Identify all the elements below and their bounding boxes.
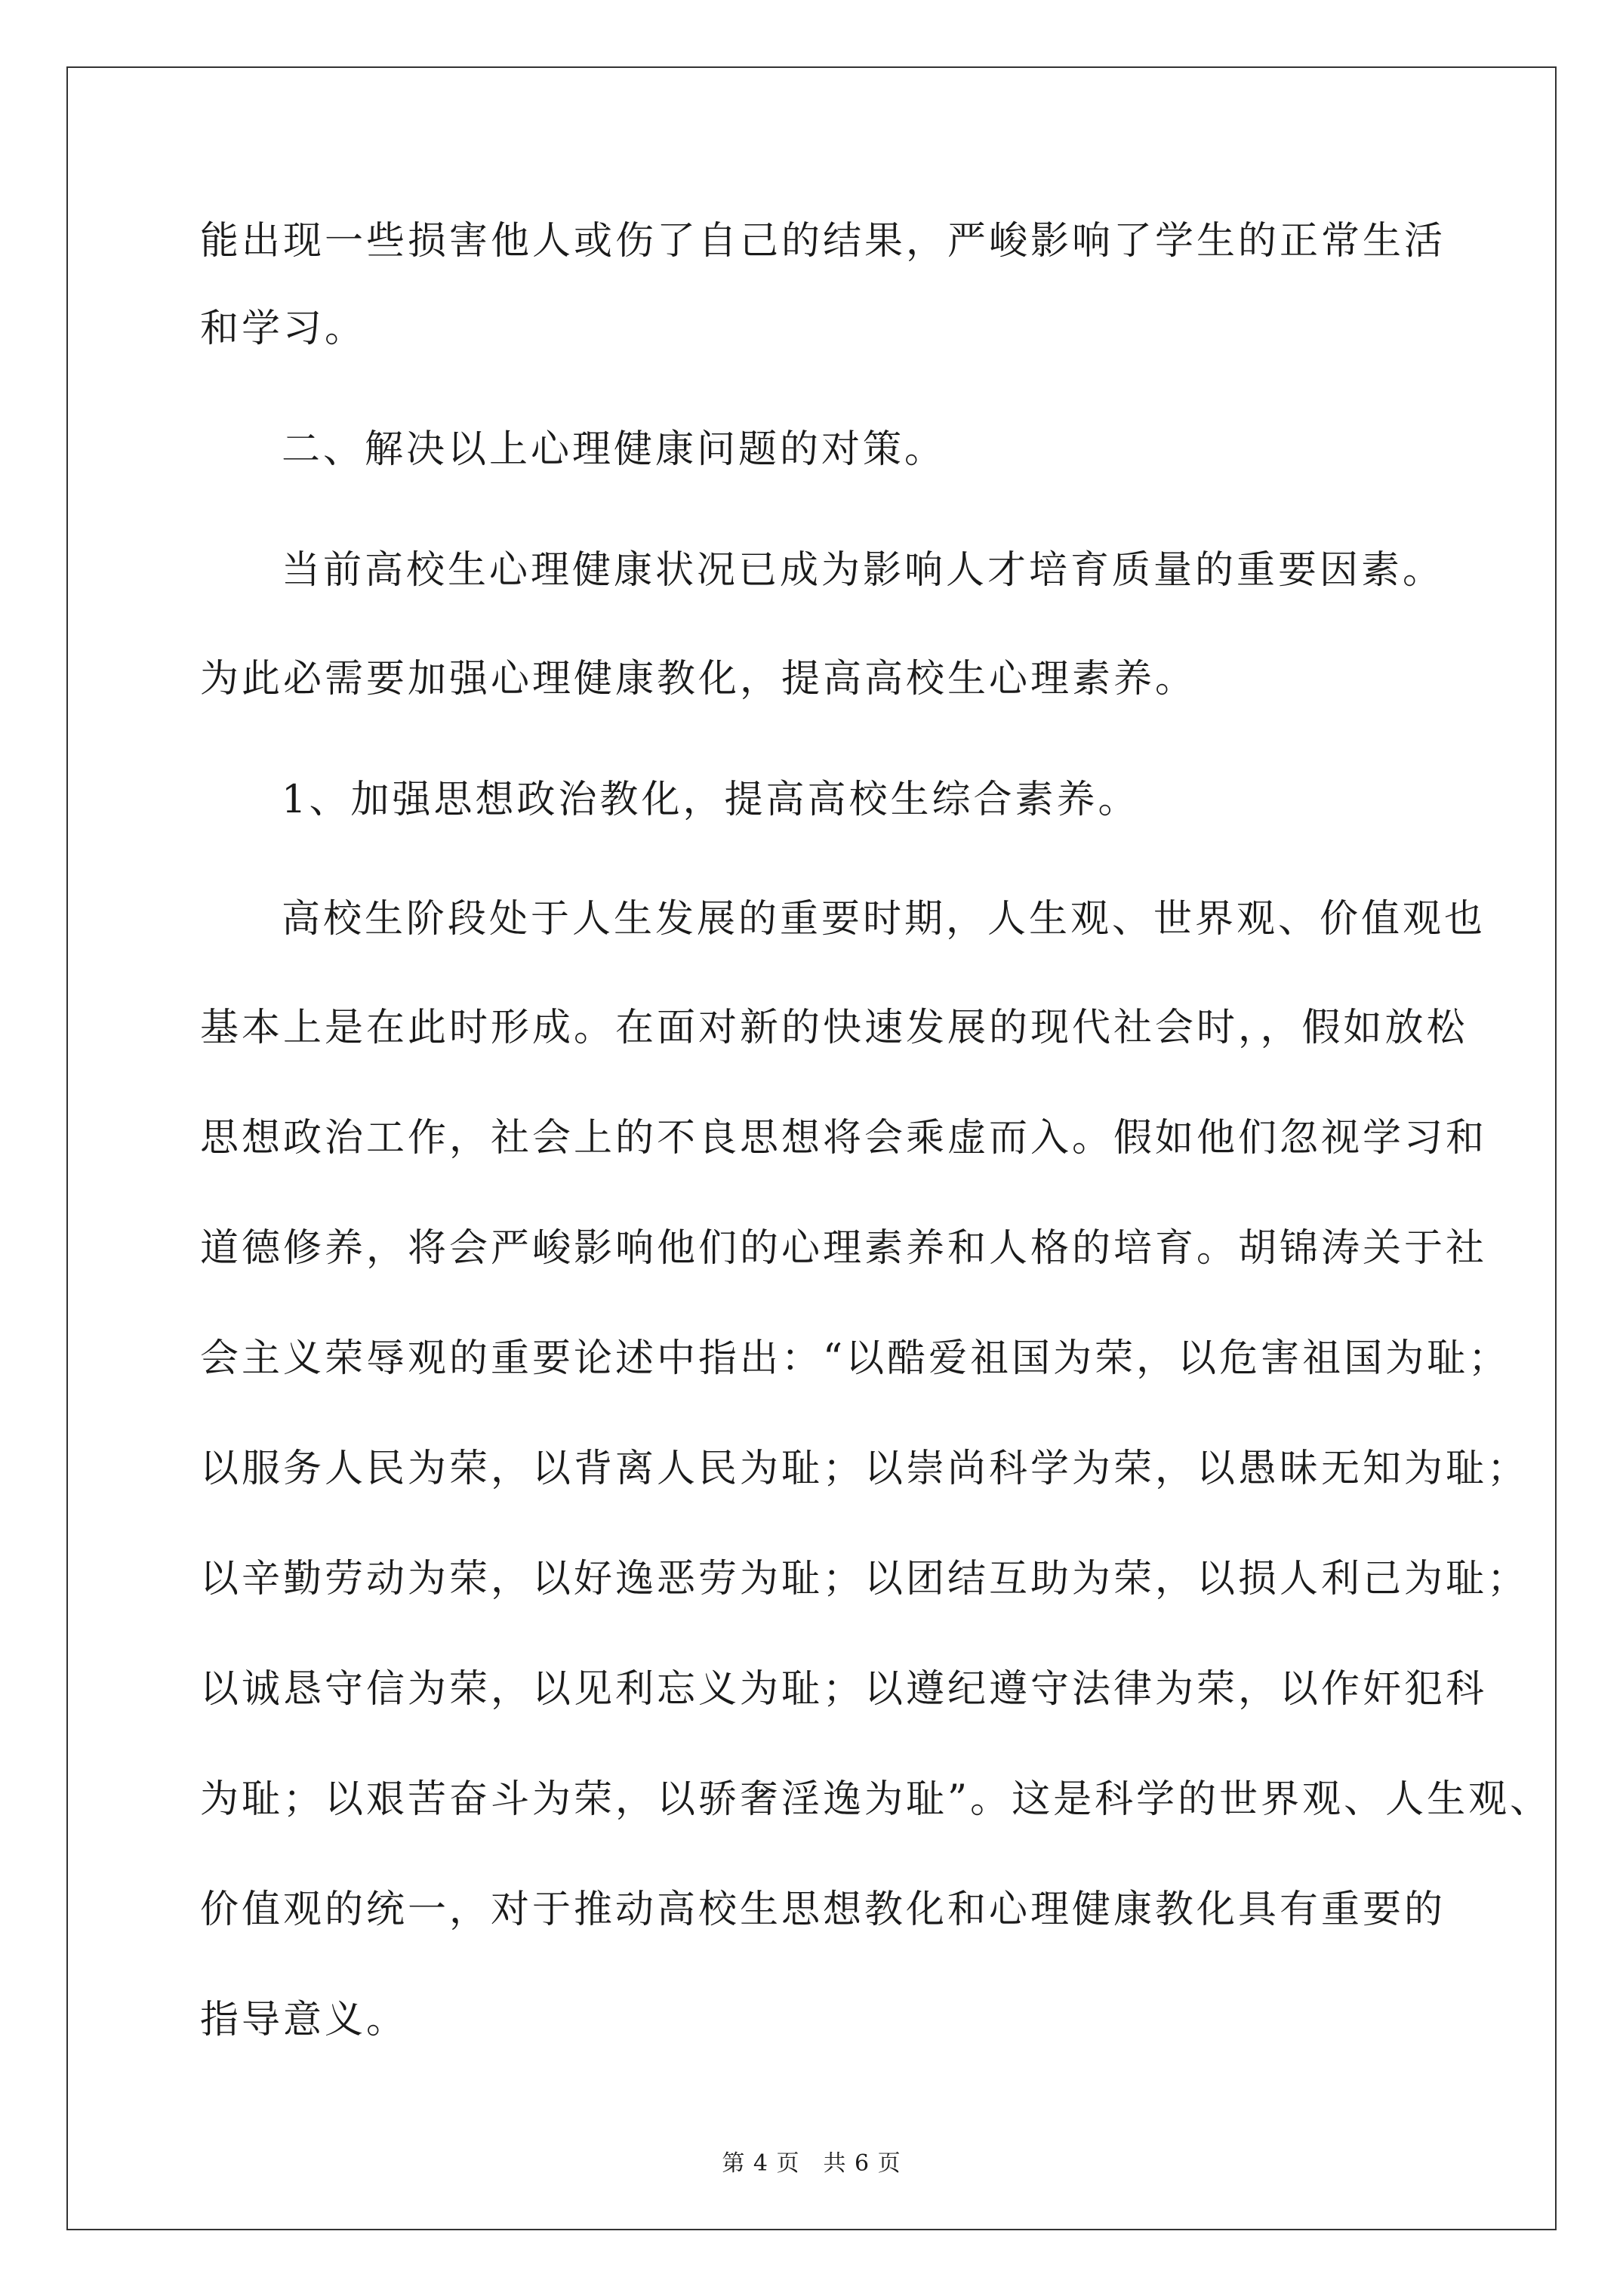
page-number: 第 4 页 共 6 页	[722, 2150, 901, 2177]
section-heading: 二、解决以上心理健康问题的对策。	[282, 427, 947, 472]
text-line: 高校生阶段处于人生发展的重要时期，人生观、世界观、价值观也	[282, 897, 1486, 942]
text-line: 能出现一些损害他人或伤了自己的结果，严峻影响了学生的正常生活	[200, 219, 1446, 264]
text-line: 以辛勤劳动为荣，以好逸恶劳为耻；以团结互助为荣，以损人利己为耻；	[200, 1557, 1529, 1601]
text-line: 以诚恳守信为荣，以见利忘义为耻；以遵纪遵守法律为荣，以作奸犯科	[200, 1667, 1488, 1712]
text-line: 为此必需要加强心理健康教化，提高高校生心理素养。	[200, 657, 1197, 701]
text-line: 以服务人民为荣，以背离人民为耻；以崇尚科学为荣，以愚昧无知为耻；	[200, 1447, 1529, 1491]
text-line: 价值观的统一，对于推动高校生思想教化和心理健康教化具有重要的	[200, 1888, 1446, 1932]
text-line: 和学习。	[200, 307, 367, 351]
text-line: 当前高校生心理健康状况已成为影响人才培育质量的重要因素。	[282, 548, 1445, 593]
text-line: 指导意义。	[200, 1998, 408, 2042]
text-line: 会主义荣辱观的重要论述中指出：“以酷爱祖国为荣，以危害祖国为耻；	[200, 1336, 1511, 1381]
text-line: 道德修养，将会严峻影响他们的心理素养和人格的培育。胡锦涛关于社	[200, 1226, 1488, 1271]
text-line: 为耻；以艰苦奋斗为荣，以骄奢淫逸为耻”。这是科学的世界观、人生观、	[200, 1777, 1552, 1822]
text-line: 基本上是在此时形成。在面对新的快速发展的现代社会时，，假如放松	[200, 1006, 1468, 1050]
subsection-heading: 1、加强思想政治教化，提高高校生综合素养。	[282, 778, 1140, 822]
text-line: 思想政治工作，社会上的不良思想将会乘虚而入。假如他们忽视学习和	[200, 1116, 1488, 1160]
